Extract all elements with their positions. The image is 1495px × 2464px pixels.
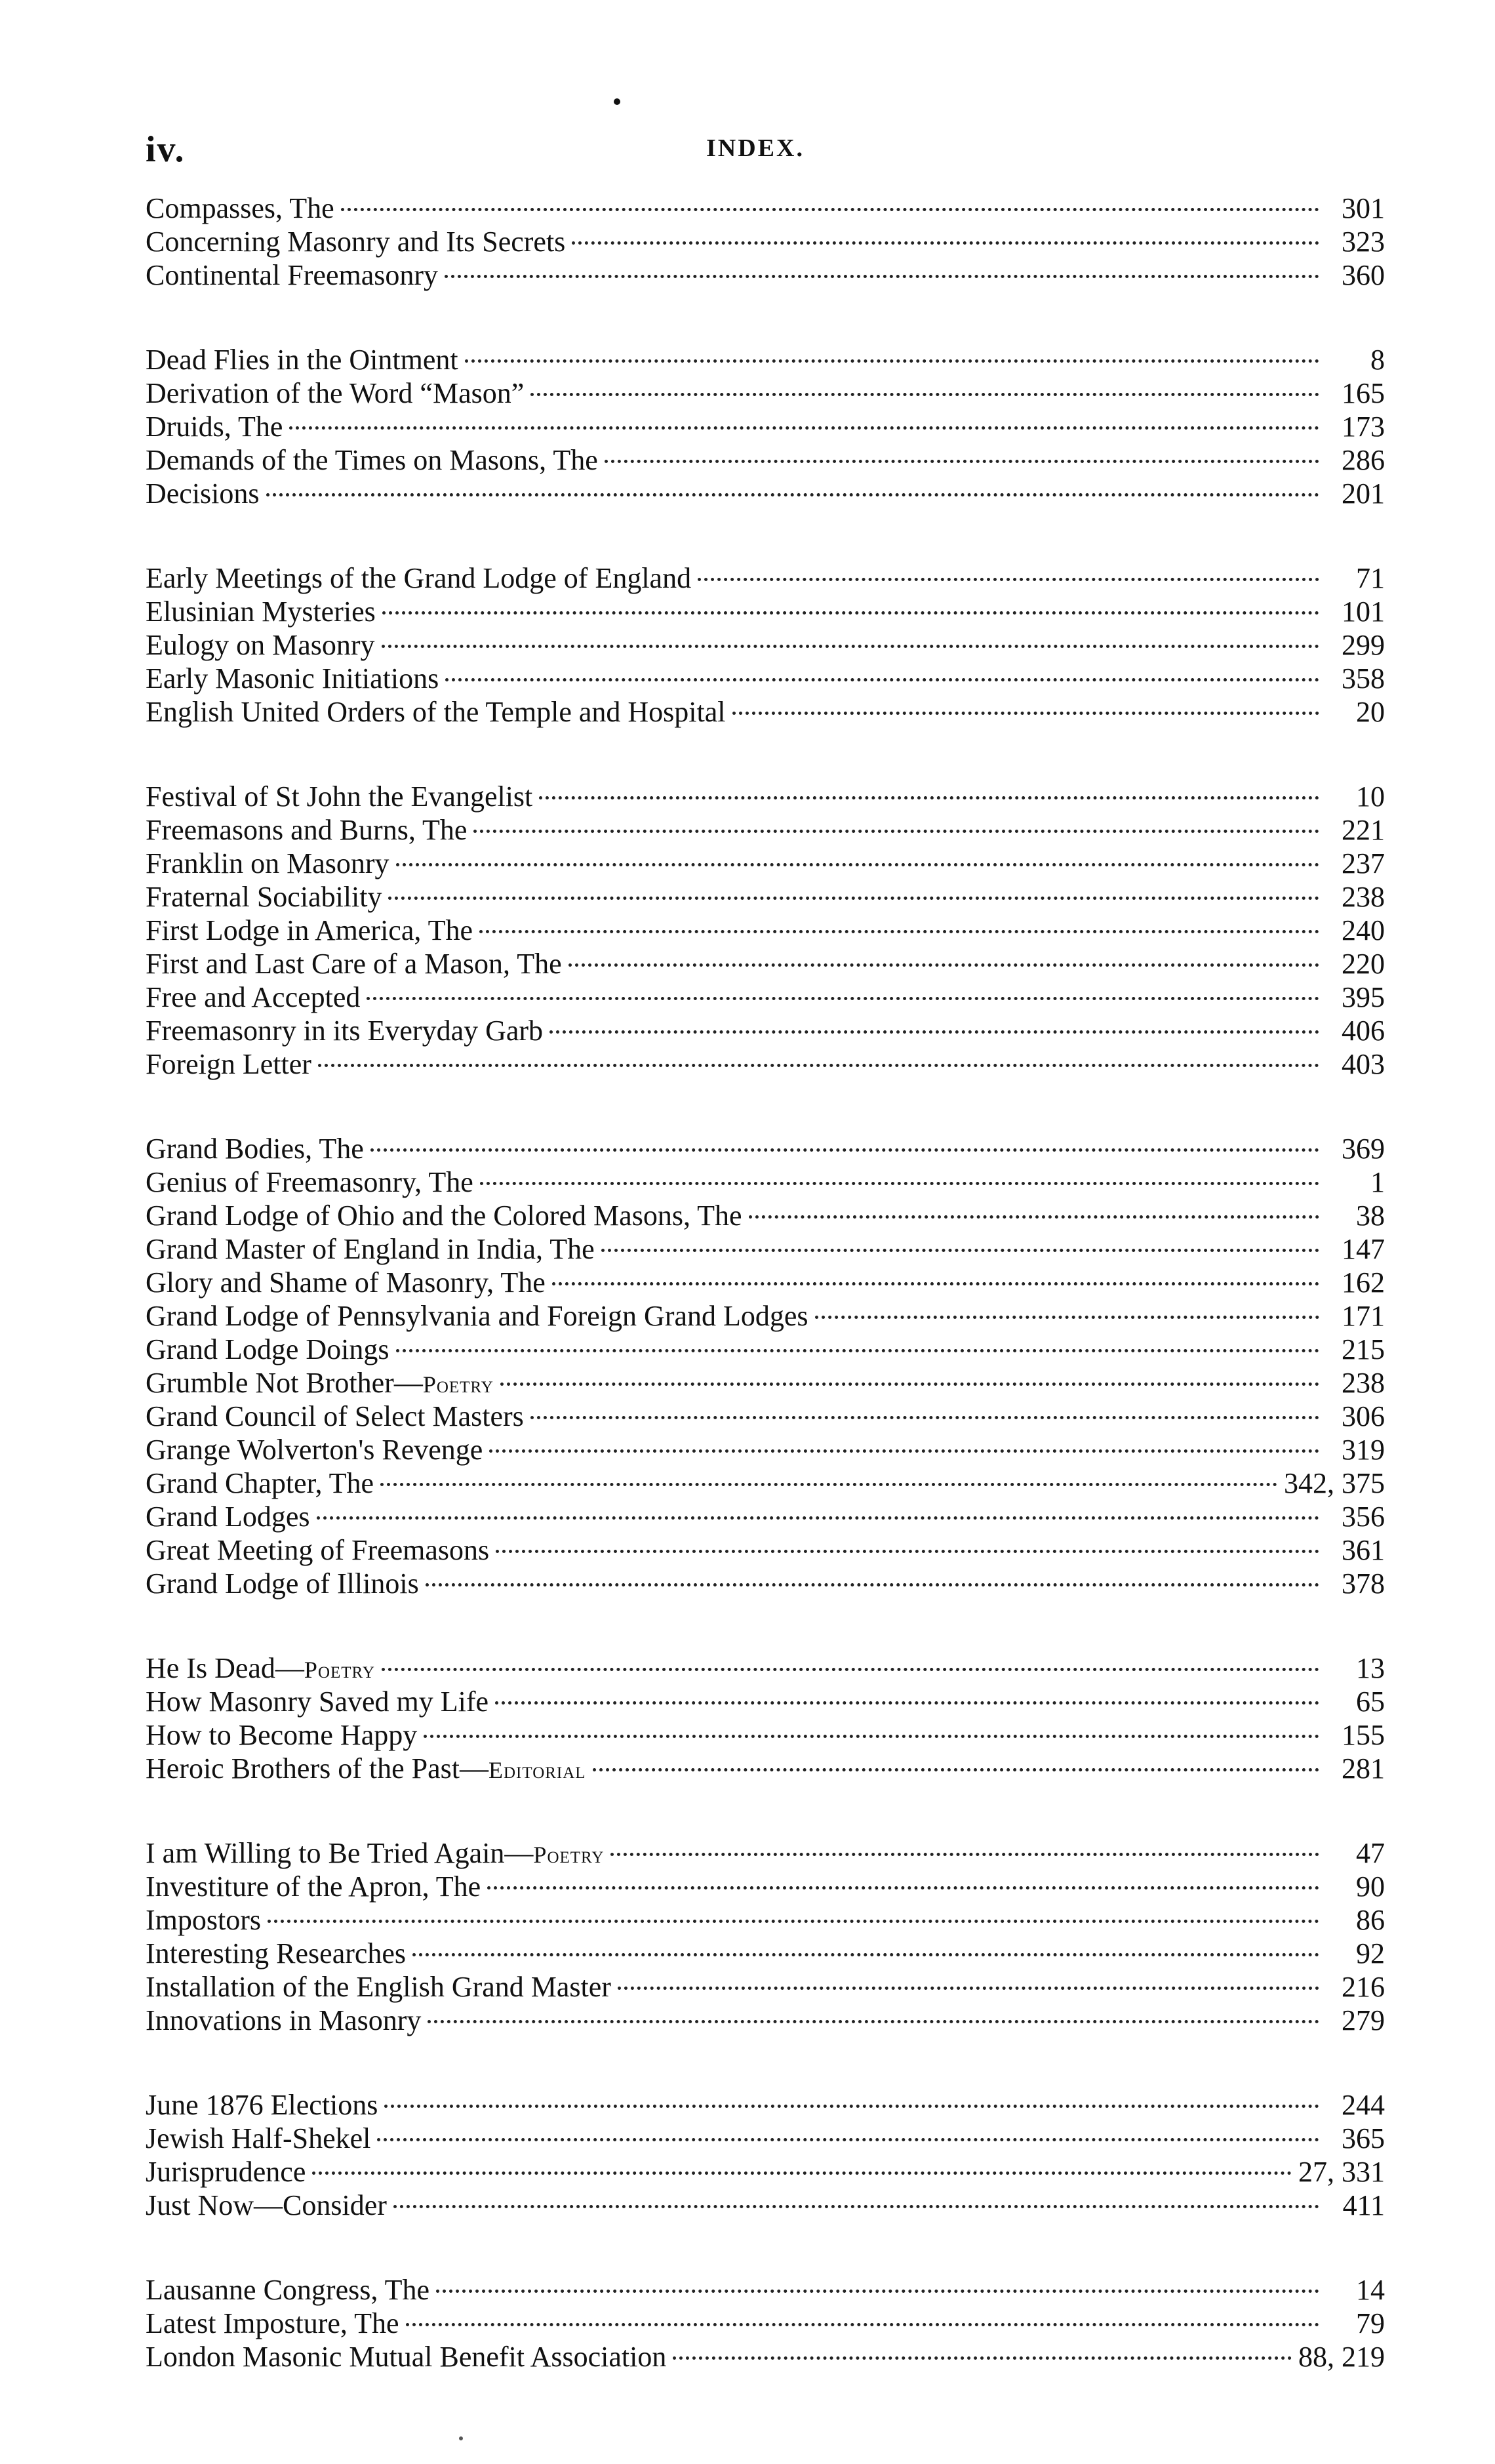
entry-page-numbers: 14 [1356, 2274, 1385, 2306]
dot-leader [815, 1316, 1319, 1319]
entry-title-text: Genius of Freemasonry, The [146, 1166, 473, 1198]
entry-title [146, 443, 598, 477]
entry-page-numbers: 13 [1356, 1652, 1385, 1684]
entry-title-text: Grand Bodies, The [146, 1133, 364, 1165]
entry-page-numbers: 20 [1356, 696, 1385, 728]
index-group [146, 343, 1385, 510]
index-entry [146, 561, 1385, 595]
dot-leader [480, 1182, 1319, 1185]
index-entry [146, 2088, 1385, 2122]
index-list [146, 192, 1385, 2425]
entry-title-text: Installation of the English Grand Master [146, 1971, 611, 2003]
dot-leader [673, 2356, 1292, 2360]
entry-title-text: Just Now—Consider [146, 2189, 387, 2221]
entry-page-numbers: 27, 331 [1298, 2156, 1385, 2188]
dot-leader [496, 1550, 1319, 1553]
entry-page-numbers: 10 [1356, 780, 1385, 813]
entry-title-text: He Is Dead— [146, 1652, 304, 1684]
entry-tag: Poetry [422, 1371, 494, 1398]
entry-title [146, 477, 260, 510]
dot-leader [618, 1987, 1319, 1990]
index-group [146, 2088, 1385, 2222]
entry-title [146, 1165, 473, 1199]
entry-title [146, 2004, 421, 2037]
entry-page-numbers: 281 [1342, 1752, 1385, 1785]
entry-page-numbers: 88, 219 [1298, 2341, 1385, 2373]
entry-title-text: First and Last Care of a Mason, The [146, 948, 562, 980]
entry-title-text: I am Willing to Be Tried Again— [146, 1837, 534, 1869]
stray-print-mark [459, 2436, 463, 2440]
entry-page-numbers: 369 [1342, 1133, 1385, 1165]
entry-title [146, 2122, 370, 2155]
entry-title-text: Derivation of the Word “Mason” [146, 377, 525, 409]
dot-leader [487, 1886, 1319, 1889]
index-entry [146, 2273, 1385, 2307]
index-entry [146, 914, 1385, 947]
index-entry [146, 2307, 1385, 2340]
index-group [146, 192, 1385, 292]
entry-title [146, 1047, 311, 1081]
entry-page-numbers: 173 [1342, 411, 1385, 443]
entry-title-text: Great Meeting of Freemasons [146, 1534, 490, 1566]
index-entry [146, 1333, 1385, 1366]
entry-page-numbers: 361 [1342, 1534, 1385, 1566]
entry-title [146, 192, 334, 225]
entry-title [146, 780, 532, 813]
index-entry [146, 662, 1385, 695]
dot-leader [377, 2138, 1319, 2141]
index-entry [146, 947, 1385, 980]
entry-page-numbers: 216 [1342, 1971, 1385, 2003]
entry-page-numbers: 90 [1356, 1870, 1385, 1903]
entry-page-numbers: 162 [1342, 1266, 1385, 1299]
entry-page-numbers: 155 [1342, 1719, 1385, 1751]
index-entry [146, 2189, 1385, 2222]
entry-title-text: Fraternal Sociability [146, 881, 382, 913]
dot-leader [312, 2171, 1292, 2175]
entry-title-text: Grand Lodge of Pennsylvania and Foreign Grand Lodges [146, 1300, 808, 1332]
entry-title-text: Early Meetings of the Grand Lodge of England [146, 562, 692, 594]
entry-title-text: Free and Accepted [146, 981, 361, 1013]
entry-title-text: Concerning Masonry and Its Secrets [146, 226, 566, 258]
entry-title [146, 1014, 543, 1047]
entry-title [146, 1567, 419, 1600]
entry-title-text: Festival of St John the Evangelist [146, 780, 533, 813]
dot-leader [289, 426, 1319, 430]
entry-title-text: Grand Lodge of Ohio and the Colored Masons, The [146, 1200, 742, 1232]
index-entry [146, 343, 1385, 376]
entry-title-text: Grand Lodge of Illinois [146, 1567, 419, 1600]
dot-leader [380, 1483, 1277, 1486]
entry-title-text: Elusinian Mysteries [146, 596, 376, 628]
entry-tag: Editorial [488, 1757, 586, 1783]
entry-page-numbers: 365 [1342, 2122, 1385, 2154]
index-group [146, 2273, 1385, 2373]
index-entry [146, 1199, 1385, 1232]
entry-title [146, 376, 524, 410]
index-entry [146, 2004, 1385, 2037]
dot-leader [266, 493, 1319, 496]
entry-page-numbers: 323 [1342, 226, 1385, 258]
dot-leader [424, 1735, 1319, 1738]
dot-leader [568, 963, 1319, 967]
index-entry [146, 1266, 1385, 1299]
index-entry [146, 980, 1385, 1014]
dot-leader [382, 611, 1319, 615]
index-entry [146, 1836, 1385, 1870]
index-entry [146, 192, 1385, 225]
index-entry [146, 1132, 1385, 1165]
entry-page-numbers: 86 [1356, 1904, 1385, 1936]
dot-leader [530, 393, 1319, 396]
entry-page-numbers: 65 [1356, 1686, 1385, 1718]
entry-title-text: Grand Council of Select Masters [146, 1400, 524, 1432]
index-entry [146, 1165, 1385, 1199]
entry-page-numbers: 358 [1342, 662, 1385, 695]
dot-leader [749, 1215, 1319, 1219]
index-entry [146, 1651, 1385, 1685]
index-entry [146, 258, 1385, 292]
entry-page-numbers: 279 [1342, 2004, 1385, 2036]
index-entry [146, 1903, 1385, 1937]
dot-leader [489, 1449, 1319, 1453]
entry-title [146, 1533, 489, 1567]
entry-title-text: Grand Lodges [146, 1501, 310, 1533]
entry-title-text: English United Orders of the Temple and Hospital [146, 696, 726, 728]
dot-leader [396, 1349, 1320, 1352]
index-group [146, 561, 1385, 729]
entry-title [146, 1366, 494, 1402]
entry-page-numbers: 79 [1356, 2307, 1385, 2339]
entry-title [146, 2189, 387, 2222]
dot-leader [393, 2205, 1319, 2208]
dot-leader [549, 1030, 1319, 1034]
entry-title-text: June 1876 Elections [146, 2089, 378, 2121]
index-entry [146, 1047, 1385, 1081]
dot-leader [732, 712, 1320, 715]
entry-title [146, 1500, 310, 1533]
entry-title [146, 813, 467, 847]
dot-leader [370, 1148, 1319, 1152]
entry-title-text: Dead Flies in the Ointment [146, 344, 458, 376]
entry-page-numbers: 8 [1370, 344, 1385, 376]
entry-title-text: Grand Lodge Doings [146, 1333, 389, 1365]
dot-leader [268, 1920, 1319, 1923]
index-group [146, 1132, 1385, 1600]
entry-page-numbers: 411 [1342, 2189, 1385, 2221]
page-header [146, 129, 1378, 174]
entry-title [146, 1970, 611, 2004]
entry-title-text: Grand Chapter, The [146, 1467, 374, 1499]
index-entry [146, 1937, 1385, 1970]
entry-page-numbers: 299 [1342, 629, 1385, 661]
dot-leader [445, 678, 1319, 681]
entry-page-numbers: 286 [1342, 444, 1385, 476]
entry-title [146, 1299, 808, 1333]
dot-leader [412, 1953, 1319, 1956]
entry-title [146, 225, 565, 258]
index-entry [146, 443, 1385, 477]
dot-leader [539, 796, 1319, 799]
entry-title-text: Eulogy on Masonry [146, 629, 375, 661]
entry-title [146, 1400, 524, 1433]
entry-title [146, 258, 438, 292]
entry-title [146, 2307, 399, 2340]
entry-title [146, 1199, 742, 1232]
entry-page-numbers: 238 [1342, 1367, 1385, 1399]
index-entry [146, 1014, 1385, 1047]
entry-title-text: Franklin on Masonry [146, 847, 389, 879]
entry-title-text: First Lodge in America, The [146, 914, 473, 946]
index-entry [146, 1870, 1385, 1903]
entry-title-text: Decisions [146, 477, 260, 510]
index-entry [146, 376, 1385, 410]
index-entry [146, 1433, 1385, 1466]
index-entry [146, 813, 1385, 847]
entry-title [146, 2340, 666, 2373]
dot-leader [388, 897, 1319, 900]
entry-page-numbers: 92 [1356, 1937, 1385, 1969]
dot-leader [500, 1383, 1319, 1386]
entry-title [146, 695, 726, 729]
entry-page-numbers: 342, 375 [1284, 1467, 1385, 1499]
entry-title-text: Foreign Letter [146, 1048, 311, 1080]
entry-page-numbers: 1 [1370, 1166, 1385, 1198]
entry-title-text: Jewish Half-Shekel [146, 2122, 371, 2154]
entry-title [146, 343, 458, 376]
entry-page-numbers: 165 [1342, 377, 1385, 409]
entry-title [146, 595, 376, 628]
entry-page-numbers: 244 [1342, 2089, 1385, 2121]
entry-title [146, 1903, 261, 1937]
entry-title [146, 1752, 586, 1787]
entry-title [146, 1433, 483, 1466]
index-entry [146, 780, 1385, 813]
entry-title-text: How to Become Happy [146, 1719, 418, 1751]
entry-title-text: London Masonic Mutual Benefit Association [146, 2341, 667, 2373]
entry-title [146, 1333, 389, 1366]
entry-title [146, 1937, 406, 1970]
entry-title [146, 1836, 604, 1872]
index-entry [146, 1232, 1385, 1266]
entry-title-text: Glory and Shame of Masonry, The [146, 1266, 546, 1299]
entry-page-numbers: 237 [1342, 847, 1385, 879]
entry-title [146, 1685, 488, 1718]
index-entry [146, 1400, 1385, 1433]
dot-leader [341, 208, 1319, 211]
entry-title [146, 410, 283, 443]
index-entry [146, 1366, 1385, 1400]
entry-title [146, 628, 375, 662]
entry-title [146, 2273, 429, 2307]
index-entry [146, 2122, 1385, 2155]
index-entry [146, 410, 1385, 443]
entry-title-text: Freemasonry in its Everyday Garb [146, 1015, 544, 1047]
entry-page-numbers: 71 [1356, 562, 1385, 594]
index-entry [146, 1299, 1385, 1333]
index-entry [146, 595, 1385, 628]
entry-page-numbers: 47 [1356, 1837, 1385, 1869]
dot-leader [382, 1668, 1319, 1671]
dot-leader [530, 1416, 1319, 1419]
entry-title [146, 662, 439, 695]
entry-title [146, 947, 562, 980]
entry-page-numbers: 378 [1342, 1567, 1385, 1600]
index-group [146, 780, 1385, 1081]
entry-title-text: Grange Wolverton's Revenge [146, 1434, 483, 1466]
entry-title-text: Early Masonic Initiations [146, 662, 439, 695]
entry-title [146, 2155, 306, 2189]
entry-page-numbers: 403 [1342, 1048, 1385, 1080]
entry-title [146, 1266, 546, 1299]
entry-title [146, 1232, 595, 1266]
entry-page-numbers: 356 [1342, 1501, 1385, 1533]
index-entry [146, 1466, 1385, 1500]
entry-title-text: Compasses, The [146, 192, 334, 224]
entry-title [146, 980, 360, 1014]
entry-title-text: Investiture of the Apron, The [146, 1870, 481, 1903]
index-entry [146, 225, 1385, 258]
entry-page-numbers: 101 [1342, 596, 1385, 628]
dot-leader [367, 997, 1319, 1000]
dot-leader [318, 1064, 1319, 1067]
index-entry [146, 1567, 1385, 1600]
index-entry [146, 1533, 1385, 1567]
entry-page-numbers: 395 [1342, 981, 1385, 1013]
entry-page-numbers: 171 [1342, 1300, 1385, 1332]
entry-page-numbers: 147 [1342, 1233, 1385, 1265]
index-entry [146, 1970, 1385, 2004]
dot-leader [495, 1701, 1319, 1705]
entry-title [146, 2088, 378, 2122]
entry-title-text: Demands of the Times on Masons, The [146, 444, 598, 476]
entry-title-text: Latest Imposture, The [146, 2307, 399, 2339]
dot-leader [384, 2105, 1319, 2108]
entry-tag: Poetry [533, 1842, 605, 1868]
entry-title-text: Impostors [146, 1904, 261, 1936]
entry-page-numbers: 306 [1342, 1400, 1385, 1432]
dot-leader [572, 241, 1319, 245]
entry-title-text: Grumble Not Brother— [146, 1367, 423, 1399]
page-number: iv. [146, 129, 186, 170]
dot-leader [465, 359, 1319, 363]
index-entry [146, 1500, 1385, 1533]
dot-leader [473, 830, 1319, 833]
index-entry [146, 847, 1385, 880]
entry-page-numbers: 406 [1342, 1015, 1385, 1047]
entry-title-text: Heroic Brothers of the Past— [146, 1752, 488, 1785]
entry-page-numbers: 38 [1356, 1200, 1385, 1232]
entry-tag: Poetry [304, 1657, 375, 1683]
index-group [146, 1651, 1385, 1785]
dot-leader [426, 1583, 1319, 1586]
entry-title-text: Interesting Researches [146, 1937, 407, 1969]
entry-title-text: Druids, The [146, 411, 283, 443]
entry-title [146, 1132, 364, 1165]
index-entry [146, 1685, 1385, 1718]
dot-leader [605, 460, 1319, 463]
entry-title [146, 1718, 417, 1752]
index-entry [146, 2155, 1385, 2189]
index-entry [146, 477, 1385, 510]
entry-title-text: Grand Master of England in India, The [146, 1233, 595, 1265]
entry-title [146, 1870, 481, 1903]
entry-page-numbers: 240 [1342, 914, 1385, 946]
dot-leader [610, 1853, 1319, 1856]
dot-leader [698, 578, 1319, 581]
dot-leader [406, 2323, 1319, 2326]
entry-page-numbers: 319 [1342, 1434, 1385, 1466]
index-entry [146, 1718, 1385, 1752]
entry-title-text: Innovations in Masonry [146, 2004, 422, 2036]
index-group [146, 1836, 1385, 2037]
printer-dot-mark [614, 98, 620, 105]
dot-leader [317, 1516, 1320, 1520]
index-entry [146, 1752, 1385, 1785]
index-entry [146, 628, 1385, 662]
entry-page-numbers: 201 [1342, 477, 1385, 510]
dot-leader [445, 275, 1319, 278]
index-entry [146, 695, 1385, 729]
entry-page-numbers: 360 [1342, 259, 1385, 291]
dot-leader [396, 863, 1319, 866]
entry-page-numbers: 301 [1342, 192, 1385, 224]
entry-title [146, 880, 382, 914]
entry-page-numbers: 220 [1342, 948, 1385, 980]
entry-page-numbers: 215 [1342, 1333, 1385, 1365]
dot-leader [593, 1768, 1319, 1771]
dot-leader [479, 930, 1319, 933]
entry-title-text: Lausanne Congress, The [146, 2274, 429, 2306]
dot-leader [428, 2020, 1319, 2023]
dot-leader [382, 645, 1319, 648]
page-title: INDEX. [706, 134, 805, 162]
dot-leader [436, 2290, 1319, 2293]
entry-title-text: Freemasons and Burns, The [146, 814, 468, 846]
entry-page-numbers: 238 [1342, 881, 1385, 913]
entry-page-numbers: 221 [1342, 814, 1385, 846]
entry-title [146, 561, 691, 595]
entry-title [146, 1651, 375, 1687]
entry-title-text: How Masonry Saved my Life [146, 1686, 489, 1718]
entry-title [146, 1466, 374, 1500]
entry-title [146, 847, 389, 880]
entry-title [146, 914, 473, 947]
dot-leader [552, 1282, 1319, 1285]
dot-leader [601, 1249, 1319, 1252]
index-entry [146, 880, 1385, 914]
entry-title-text: Jurisprudence [146, 2156, 306, 2188]
index-entry [146, 2340, 1385, 2373]
entry-title-text: Continental Freemasonry [146, 259, 439, 291]
